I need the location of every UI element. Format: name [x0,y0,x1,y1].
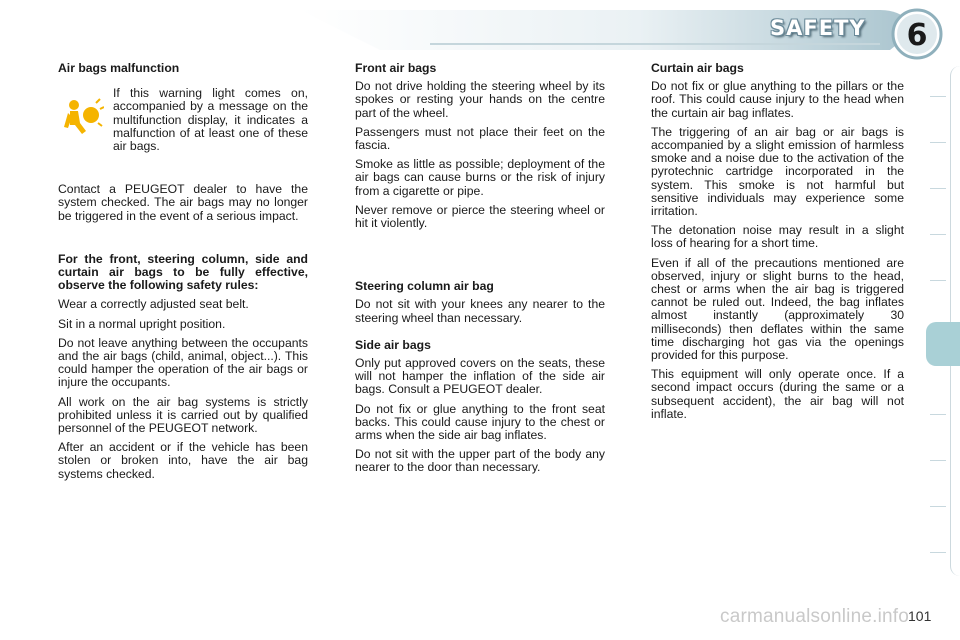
header-banner [0,0,960,62]
heading-side-airbags: Side air bags [355,337,431,352]
tab-divider [930,142,946,143]
tab-divider [930,96,946,97]
paragraph: Even if all of the precautions mentioned are observed, injury or slight burns to the head, chest or arms when the air bag is triggered cannot be ruled out. Indeed, the bag inflates almost instantly (approximately 30 milliseconds) then deflates within the same time discharging hot gas via the openings provided for this purpose. [651,255,904,363]
paragraph: This equipment will only operate once. If a second impact occurs (during the same or a subsequent accident), the air bag will not inflate. [651,367,904,421]
paragraph: Sit in a normal upright position. [58,316,226,331]
column-right [651,62,904,427]
tab-divider [930,552,946,553]
paragraph: The detonation noise may result in a slight loss of hearing for a short time. [651,223,904,251]
tab-divider [930,506,946,507]
paragraph: Passengers must not place their feet on the fascia. [355,124,605,153]
paragraph: The triggering of an air bag or air bags is accompanied by a slight emission of harmless smoke and a noise due to the activation of the pyrotechnic cartridge incorporated in the system. This smoke is not harmful but sensitive individuals may experience some irritation. [651,124,904,219]
watermark: carmanualsonline.info [720,606,910,627]
paragraph: Do not fix or glue anything to the pillars or the roof. This could cause injury to the head when the curtain air bag inflates. [651,79,904,120]
tabs-edge [950,66,960,576]
page-number: 101 [908,608,932,624]
column-middle [355,62,605,481]
paragraph: Do not sit with the upper part of the body any nearer to the door than necessary. [355,447,605,475]
active-chapter-tab[interactable] [926,322,960,366]
heading-curtain-airbags: Curtain air bags [651,61,744,75]
warning-light-text: If this warning light comes on, accompanied by a message on the multifunction display, it indicates a malfunction of at least one of these air bags. [113,86,308,154]
chapter-number: 6 [906,18,928,53]
paragraph: Do not fix or glue anything to the front seat backs. This could cause injury to the chest or arms when the side air bag inflates. [355,401,605,443]
paragraph: Never remove or pierce the steering wheel or hit it violently. [355,202,605,231]
tab-divider [930,414,946,415]
safety-rules-intro: For the front, steering column, side and curtain air bags to be fully effective, observe the following safety rules: [58,251,308,293]
chapter-title: SAFETY [770,16,866,40]
airbag-warning-icon [60,97,104,137]
tab-divider [930,188,946,189]
paragraph: Do not sit with your knees any nearer to the steering wheel than necessary. [355,297,605,325]
paragraph: After an accident or if the vehicle has been stolen or broken into, have the air bag systems checked. [58,440,308,481]
chapter-tabs [926,66,960,576]
heading-front-airbags: Front air bags [355,61,437,75]
heading-airbags-malfunction: Air bags malfunction [58,61,180,75]
paragraph: Only put approved covers on the seats, these will not hamper the inflation of the side air bags. Consult a PEUGEOT dealer. [355,356,605,397]
column-left [58,62,308,487]
paragraph: Smoke as little as possible; deployment of the air bags can cause burns or the risk of injury from a cigarette or pipe. [355,157,605,198]
paragraph: Do not leave anything between the occupants and the air bags (child, animal, object...). This could hamper the operation of the air bags or injure the occupants. [58,335,308,390]
warning-light-block [58,87,308,183]
heading-steering-column-airbag: Steering column air bag [355,279,494,294]
paragraph: All work on the air bag systems is strictly prohibited unless it is carried out by qualified personnel of the PEUGEOT network. [58,394,308,436]
paragraph: Wear a correctly adjusted seat belt. [58,297,249,312]
paragraph: Do not drive holding the steering wheel by its spokes or resting your hands on the centre part of the wheel. [355,79,605,120]
paragraph: Contact a PEUGEOT dealer to have the system checked. The air bags may no longer be triggered in the event of a serious impact. [58,182,308,223]
tab-divider [930,280,946,281]
tab-divider [930,460,946,461]
tab-divider [930,234,946,235]
